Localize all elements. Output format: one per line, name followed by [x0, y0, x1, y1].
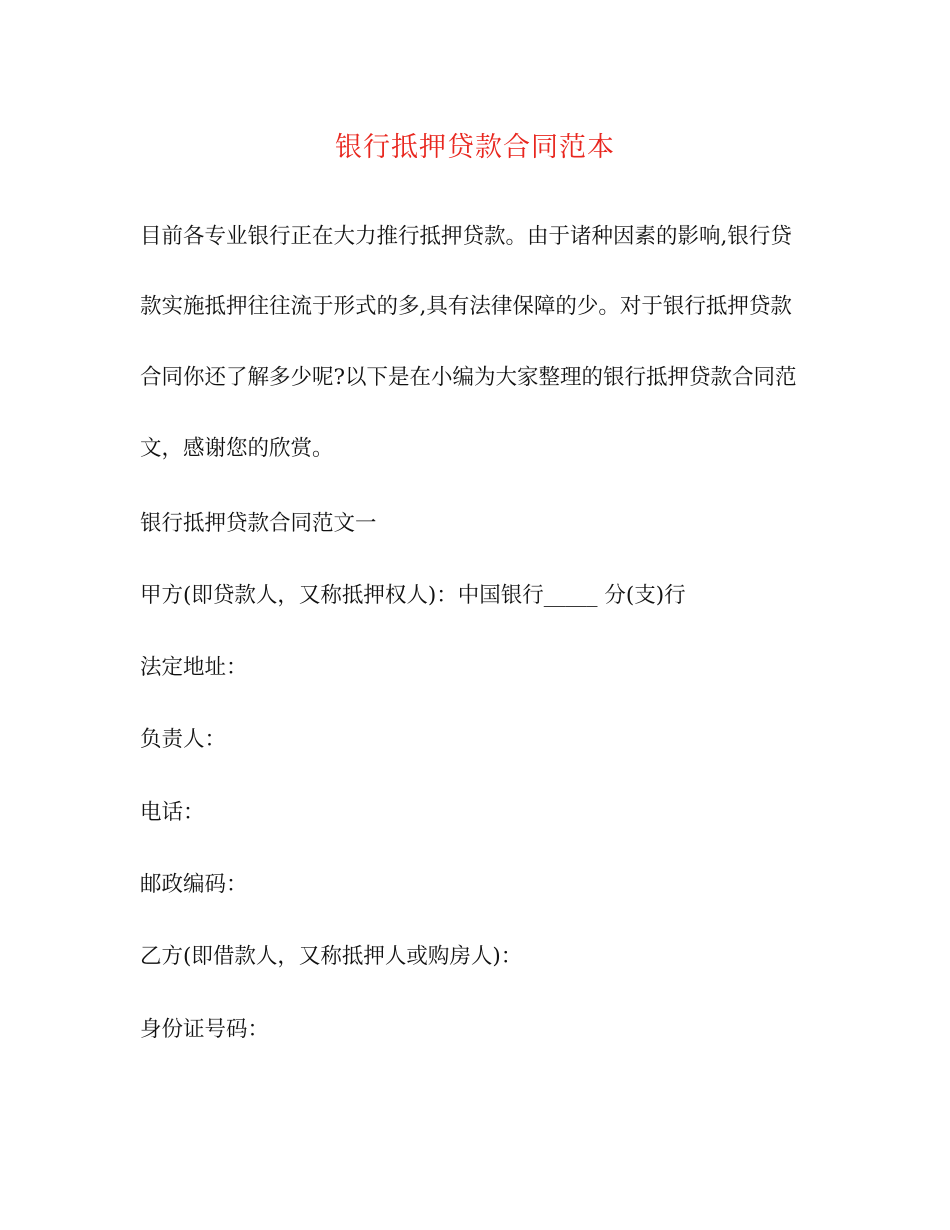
party-b-line: 乙方(即借款人，又称抵押人或购房人)： [140, 944, 523, 969]
id-number-line: 身份证号码： [140, 1017, 270, 1042]
intro-line-3: 合同你还了解多少呢?以下是在小编为大家整理的银行抵押贷款合同范 [140, 365, 797, 390]
intro-line-4: 文，感谢您的欣赏。 [140, 436, 334, 461]
intro-line-1: 目前各专业银行正在大力推行抵押贷款。由于诸种因素的影响,银行贷 [140, 224, 792, 249]
section-heading: 银行抵押贷款合同范文一 [140, 511, 377, 536]
intro-line-2: 款实施抵押往往流于形式的多,具有法律保障的少。对于银行抵押贷款 [140, 294, 792, 319]
postal-code-line: 邮政编码： [140, 872, 248, 897]
responsible-person-line: 负责人： [140, 727, 227, 752]
phone-line: 电话： [140, 800, 205, 825]
party-a-line: 甲方(即贷款人，又称抵押权人)：中国银行_____ 分(支)行 [140, 583, 686, 608]
document-title: 银行抵押贷款合同范本 [335, 132, 615, 163]
legal-address-line: 法定地址： [140, 655, 248, 680]
